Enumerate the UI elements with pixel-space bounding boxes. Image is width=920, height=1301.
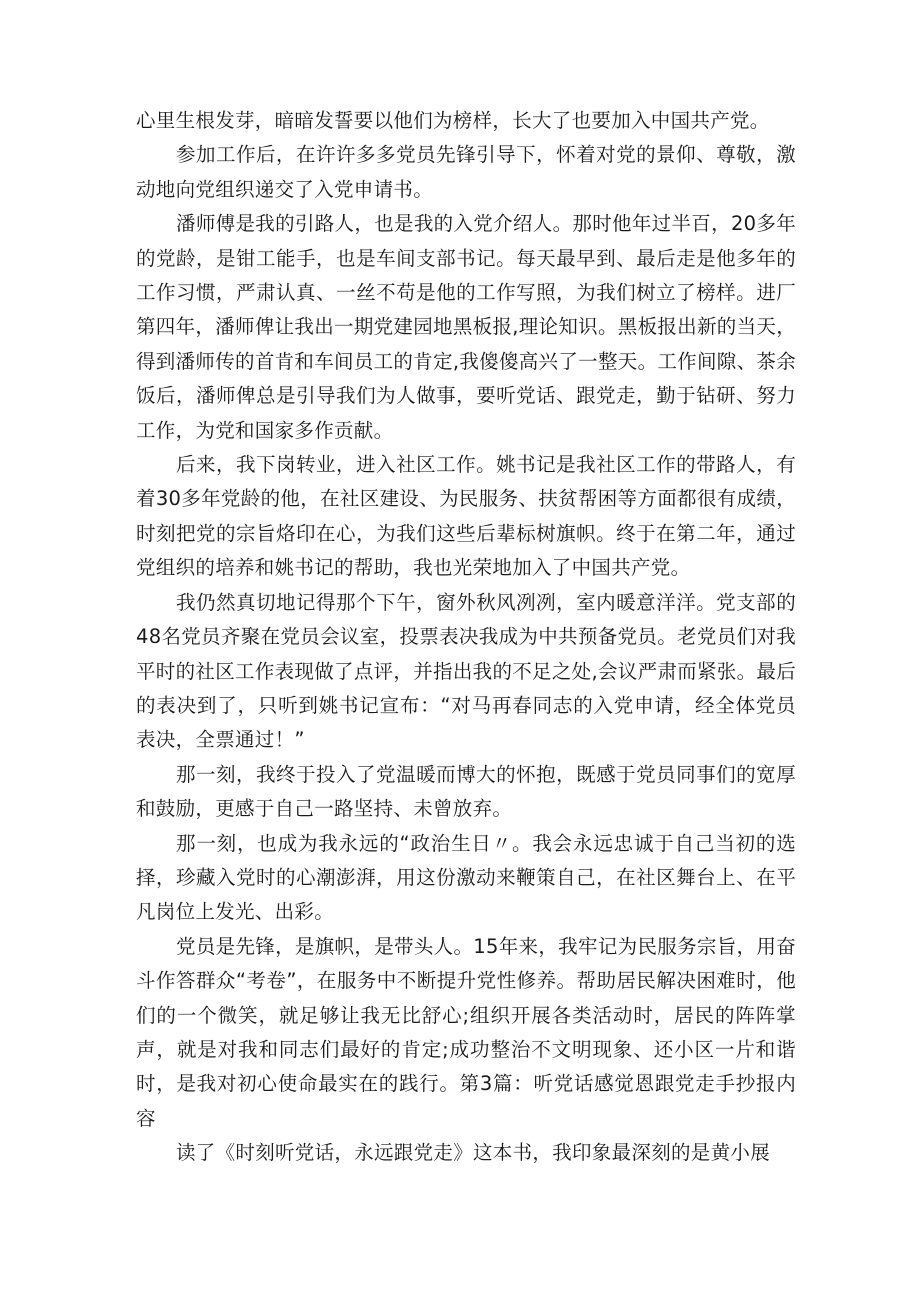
paragraph-1: 心里生根发芽，暗暗发誓要以他们为榜样，长大了也要加入中国共产党。 [136,109,770,132]
paragraph-2: 参加工作后，在许许多多党员先锋引导下，怀着对党的景仰、尊敬，激动地向党组织递交了入党申请书。 [136,143,796,201]
paragraph-4: 后来，我下岗转业，进入社区工作。姚书记是我社区工作的带路人，有着30多年党龄的他，在社区建设、为民服务、扶贫帮困等方面都很有成绩，时刻把党的宗旨烙印在心，为我们这些后辈标树旗帜。终于在第二年，通过党组织的培养和姚书记的帮助，我也光荣地加入了中国共产党。 [136,453,796,580]
document-body [136,104,796,1171]
paragraph-9: 读了《时刻听党话，永远跟党走》这本书，我印象最深刻的是黄小展 [176,1141,771,1165]
paragraph-6: 那一刻，我终于投入了党温暖而博大的怀抱，既感于党员同事们的宽厚和鼓励，更感于自己一路坚持、未曾放弃。 [136,762,796,821]
paragraph-5: 我仍然真切地记得那个下午，窗外秋风冽冽，室内暖意洋洋。党支部的48名党员齐聚在党员会议室，投票表决我成为中共预备党员。老党员们对我平时的社区工作表现做了点评，并指出我的不足之处,会议严肃而紧张。最后的表决到了，只听到姚书记宣布：“对马再春同志的入党申请，经全体党员表决，全票通过！” [136,590,796,752]
paragraph-8: 党员是先锋，是旗帜，是带头人。15年来，我牢记为民服务宗旨，用奋斗作答群众“考卷”，在服务中不断提升党性修养。帮助居民解决困难时，他们的一个微笑，就足够让我无比舒心;组织开展各类活动时，居民的阵阵掌声，就是对我和同志们最好的肯定;成功整治不文明现象、还小区一片和谐时，是我对初心使命最实在的践行。第3篇：听党话感觉恩跟党走手抄报内容 [136,934,796,1130]
paragraph-7: 那一刻，也成为我永远的“政治生日〃。我会永远忠诚于自己当初的选择，珍藏入党时的心潮澎湃，用这份激动来鞭策自己，在社区舞台上、在平凡岗位上发光、出彩。 [136,831,796,924]
paragraph-3: 潘师傅是我的引路人，也是我的入党介绍人。那时他年过半百，20多年的党龄，是钳工能手，也是车间支部书记。每天最早到、最后走是他多年的工作习惯，严肃认真、一丝不苟是他的工作写照，为我们树立了榜样。进厂第四年，潘师俾让我出一期党建园地黑板报,理论知识。黑板报出新的当天，得到潘师传的首肯和车间员工的肯定,我傻傻高兴了一整天。工作间隙、茶余饭后，潘师俾总是引导我们为人做事，要听党话、跟党走，勤于钻研、努力工作，为党和国家多作贡献。 [136,212,796,442]
